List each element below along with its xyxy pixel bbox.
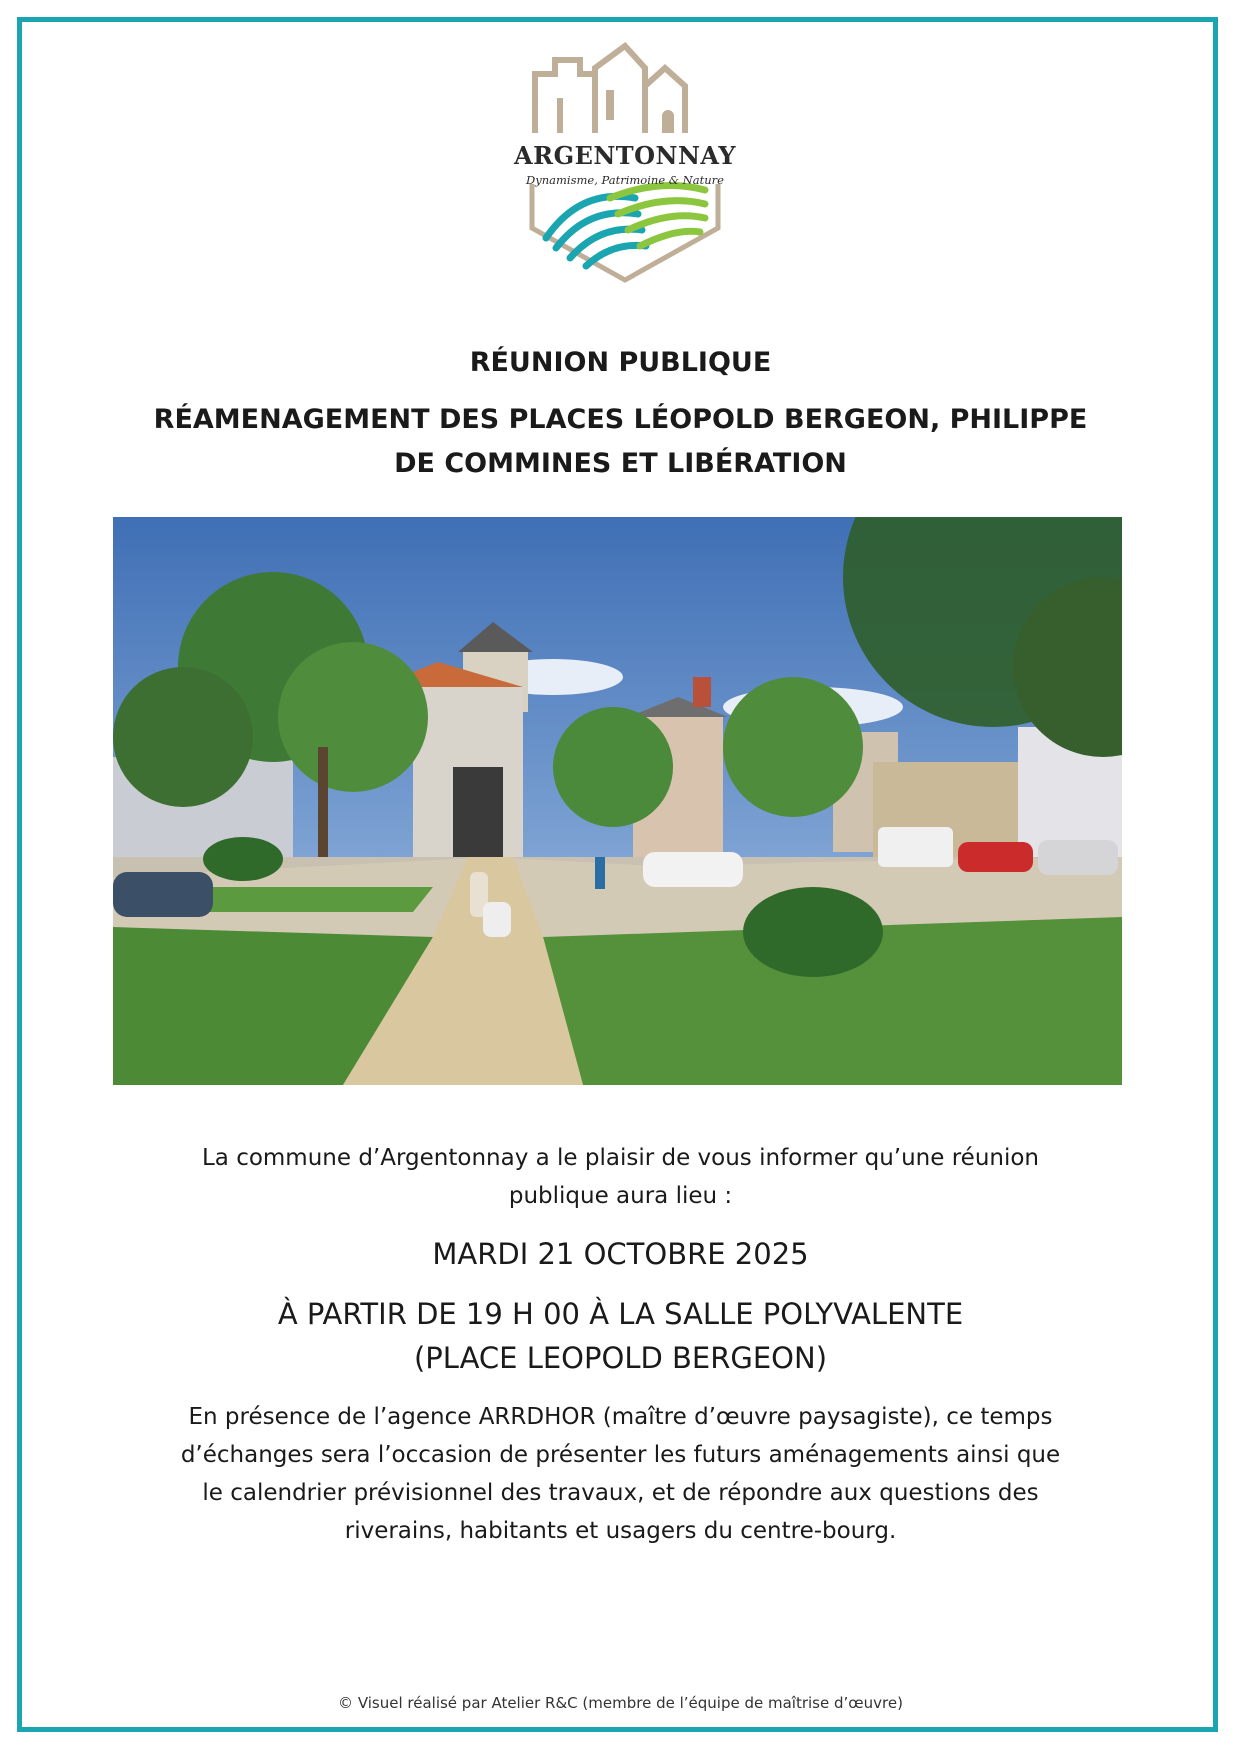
- intro-line-2: publique aura lieu :: [508, 1183, 733, 1209]
- page-title: RÉUNION PUBLIQUE: [469, 347, 772, 378]
- description-line-1: En présence de l’agence ARRDHOR (maître d’œuvre paysagiste), ce temps: [188, 1404, 1053, 1430]
- event-time-place: À PARTIR DE 19 H 00 À LA SALLE POLYVALENTE: [277, 1297, 964, 1331]
- window-icon: [606, 90, 614, 120]
- description-line-3: le calendrier prévisionnel des travaux, et de répondre aux questions des: [202, 1480, 1039, 1506]
- door-icon: [662, 110, 674, 133]
- event-place-detail: (PLACE LEOPOLD BERGEON): [413, 1341, 828, 1375]
- description-line-4: riverains, habitants et usagers du centre-bourg.: [344, 1518, 897, 1544]
- event-date: MARDI 21 OCTOBRE 2025: [432, 1237, 809, 1271]
- logo-name: ARGENTONNAY: [514, 141, 736, 170]
- subtitle-line-2: DE COMMINES ET LIBÉRATION: [394, 448, 847, 479]
- logo-tagline: Dynamisme, Patrimoine & Nature: [526, 173, 724, 187]
- intro-line-1: La commune d’Argentonnay a le plaisir de vous informer qu’une réunion: [201, 1145, 1040, 1171]
- subtitle-line-1: RÉAMENAGEMENT DES PLACES LÉOPOLD BERGEON, PHILIPPE: [153, 404, 1088, 435]
- square-rendering-image: [113, 517, 1122, 1085]
- image-credit: © Visuel réalisé par Atelier R&C (membre de l’équipe de maîtrise d’œuvre): [338, 1694, 903, 1712]
- description-line-2: d’échanges sera l’occasion de présenter les futurs aménagements ainsi que: [180, 1442, 1061, 1468]
- argentonnay-logo: [510, 38, 740, 288]
